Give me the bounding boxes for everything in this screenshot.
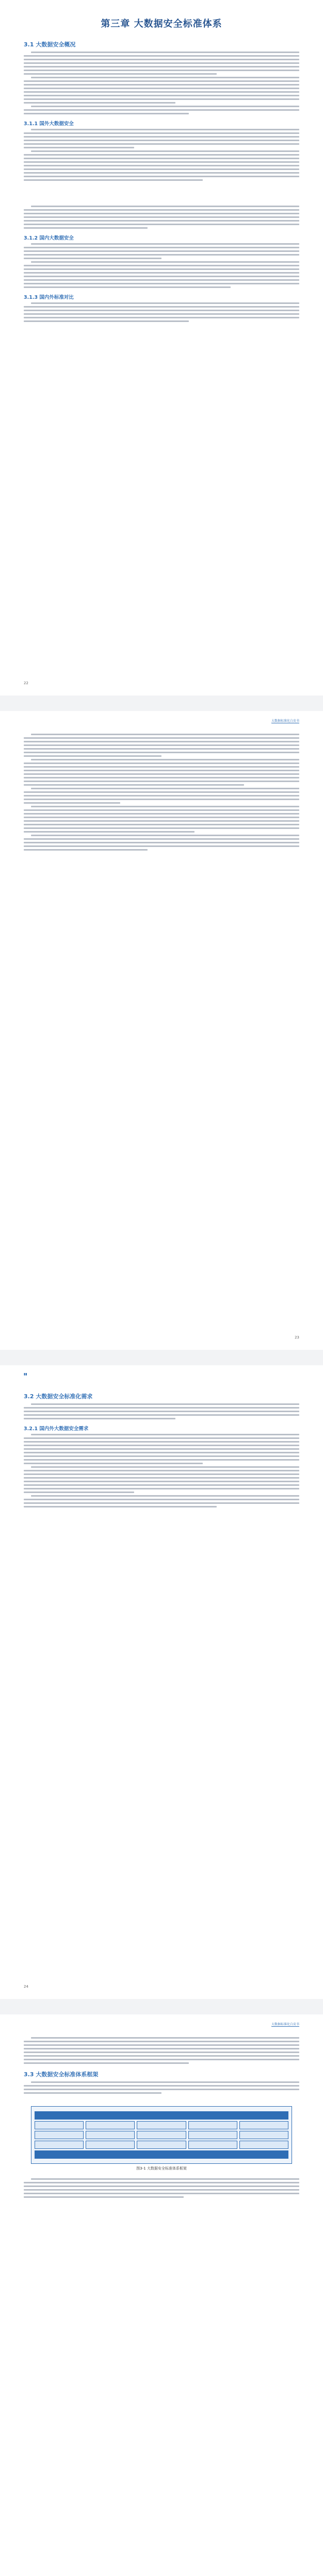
paragraph [24, 2178, 299, 2198]
paragraph [24, 835, 299, 851]
paragraph [24, 806, 299, 833]
page-gap [0, 1350, 323, 1365]
page-number: 24 [24, 1985, 28, 1989]
paragraph [24, 261, 299, 288]
running-header-left: ▮▮ [24, 1372, 27, 1376]
paragraph [24, 243, 299, 259]
subsection-heading: 3.1.2 国内大数据安全 [24, 235, 74, 241]
figure-caption: 图3-1 大数据安全标准体系框架 [136, 2166, 187, 2171]
page-3 [0, 1365, 323, 1999]
section-heading: 3.2 大数据安全标准化需求 [24, 1393, 93, 1400]
section-heading: 3.3 大数据安全标准体系框架 [24, 2071, 99, 2078]
paragraph [24, 759, 299, 786]
paragraph [24, 2081, 299, 2094]
paragraph [24, 106, 299, 114]
paragraph [24, 129, 299, 148]
paragraph [24, 1495, 299, 1507]
paragraph [24, 302, 299, 322]
paragraph [24, 788, 299, 804]
paragraph [24, 734, 299, 757]
page-number: 22 [24, 681, 28, 685]
paragraph [24, 206, 299, 229]
paragraph [24, 150, 299, 181]
framework-diagram [31, 2106, 292, 2164]
paragraph [24, 1403, 299, 1419]
paragraph [24, 1466, 299, 1493]
page-number: 23 [295, 1335, 299, 1340]
page-gap [0, 1999, 323, 2014]
subsection-heading: 3.2.1 国内外大数据安全需求 [24, 1426, 89, 1432]
page-2 [0, 711, 323, 1350]
chapter-title: 第三章 大数据安全标准体系 [101, 19, 222, 29]
running-header: 大数据标准化白皮书 [271, 2023, 299, 2026]
paragraph [24, 52, 299, 75]
paragraph [24, 2037, 299, 2064]
subsection-heading: 3.1.1 国外大数据安全 [24, 121, 74, 127]
page-1 [0, 0, 323, 696]
paragraph [24, 77, 299, 104]
subsection-heading: 3.1.3 国内外标准对比 [24, 295, 74, 300]
running-header: 大数据标准化白皮书 [271, 719, 299, 723]
page-gap [0, 696, 323, 711]
page-4 [0, 2014, 323, 2576]
section-heading: 3.1 大数据安全概况 [24, 41, 76, 48]
paragraph [24, 1434, 299, 1464]
